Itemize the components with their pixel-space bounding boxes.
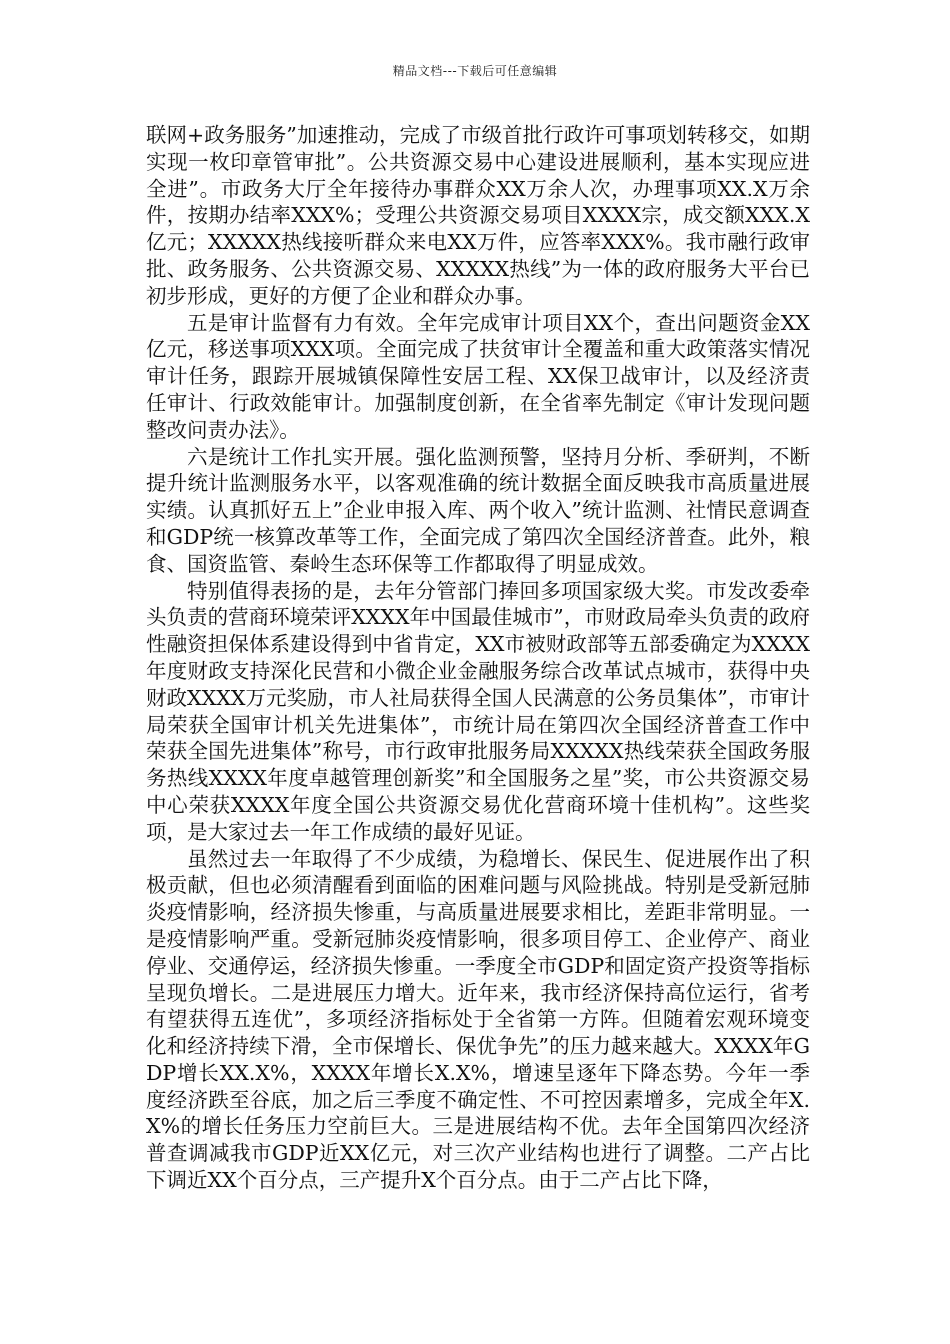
paragraph-awards: 特别值得表扬的是，去年分管部门捧回多项国家级大奖。市发改委牵头负责的营商环境荣评XXXX年中国最佳城市”，市财政局牵头负责的政府性融资担保体系建设得到中省肯定，XX市被财政部等五部委确定为XXXX年度财政支持深化民营和小微企业金融服务综合改革试点城市，获得中央财政XXXX万元奖励，市人社局获得全国人民满意的公务员集体”，市审计局荣获全国审计机关先进集体”，市统计局在第四次全国经济普查工作中荣获全国先进集体”称号，市行政审批服务局XXXXX热线荣获全国政务服务热线XXXX年度卓越管理创新奖”和全国服务之星”奖，市公共资源交易中心荣获XXXX年度全国公共资源交易优化营商环境十佳机构”。这些奖项，是大家过去一年工作成绩的最好见证。 [146,578,810,844]
paragraph-statistics: 六是统计工作扎实开展。强化监测预警，坚持月分析、季研判，不断提升统计监测服务水平，以客观准确的统计数据全面反映我市高质量进展实绩。认真抓好五上”企业申报入库、两个收入”统计监测、社情民意调查和GDP统一核算改革等工作，全面完成了第四次全国经济普查。此外，粮食、国资监管、秦岭生态环保等工作都取得了明显成效。 [146,444,810,576]
paragraph-challenges: 虽然过去一年取得了不少成绩，为稳增长、保民生、促进展作出了积极贡献，但也必须清醒看到面临的困难问题与风险挑战。特别是受新冠肺炎疫情影响，经济损失惨重，与高质量进展要求相比，差距非常明显。一是疫情影响严重。受新冠肺炎疫情影响，很多项目停工、企业停产、商业停业、交通停运，经济损失惨重。一季度全市GDP和固定资产投资等指标呈现负增长。二是进展压力增大。近年来，我市经济保持高位运行，省考有望获得五连优”，多项经济指标处于全省第一方阵。但随着宏观环境变化和经济持续下滑，全市保增长、保优争先”的压力越来越大。XXXX年GDP增长XX.X%，XXXX年增长X.X%，增速呈逐年下降态势。今年一季度经济跌至谷底，加之后三季度不确定性、不可控因素增多，完成全年X.X%的增长任务压力空前巨大。三是进展结构不优。去年全国第四次经济普查调减我市GDP近XX亿元，对三次产业结构也进行了调整。二产占比下调近XX个百分点，三产提升X个百分点。由于二产占比下降， [146,846,810,1193]
document-body [146,122,810,1194]
page-header: 精品文档---下载后可任意编辑 [392,64,558,78]
paragraph-audit: 五是审计监督有力有效。全年完成审计项目XX个，查出问题资金XX亿元，移送事项XXX项。全面完成了扶贫审计全覆盖和重大政策落实情况审计任务，跟踪开展城镇保障性安居工程、XX保卫战审计，以及经济责任审计、行政效能审计。加强制度创新，在全省率先制定《审计发现问题整改问责办法》。 [146,310,810,442]
paragraph-egov-services: 联网+政务服务”加速推动，完成了市级首批行政许可事项划转移交，如期实现一枚印章管审批”。公共资源交易中心建设进展顺利，基本实现应进全进”。市政务大厅全年接待办事群众XX万余人次，办理事项XX.X万余件，按期办结率XXX%；受理公共资源交易项目XXXX宗，成交额XXX.X亿元；XXXXX热线接听群众来电XX万件，应答率XXX%。我市融行政审批、政务服务、公共资源交易、XXXXX热线”为一体的政府服务大平台已初步形成，更好的方便了企业和群众办事。 [146,123,810,308]
